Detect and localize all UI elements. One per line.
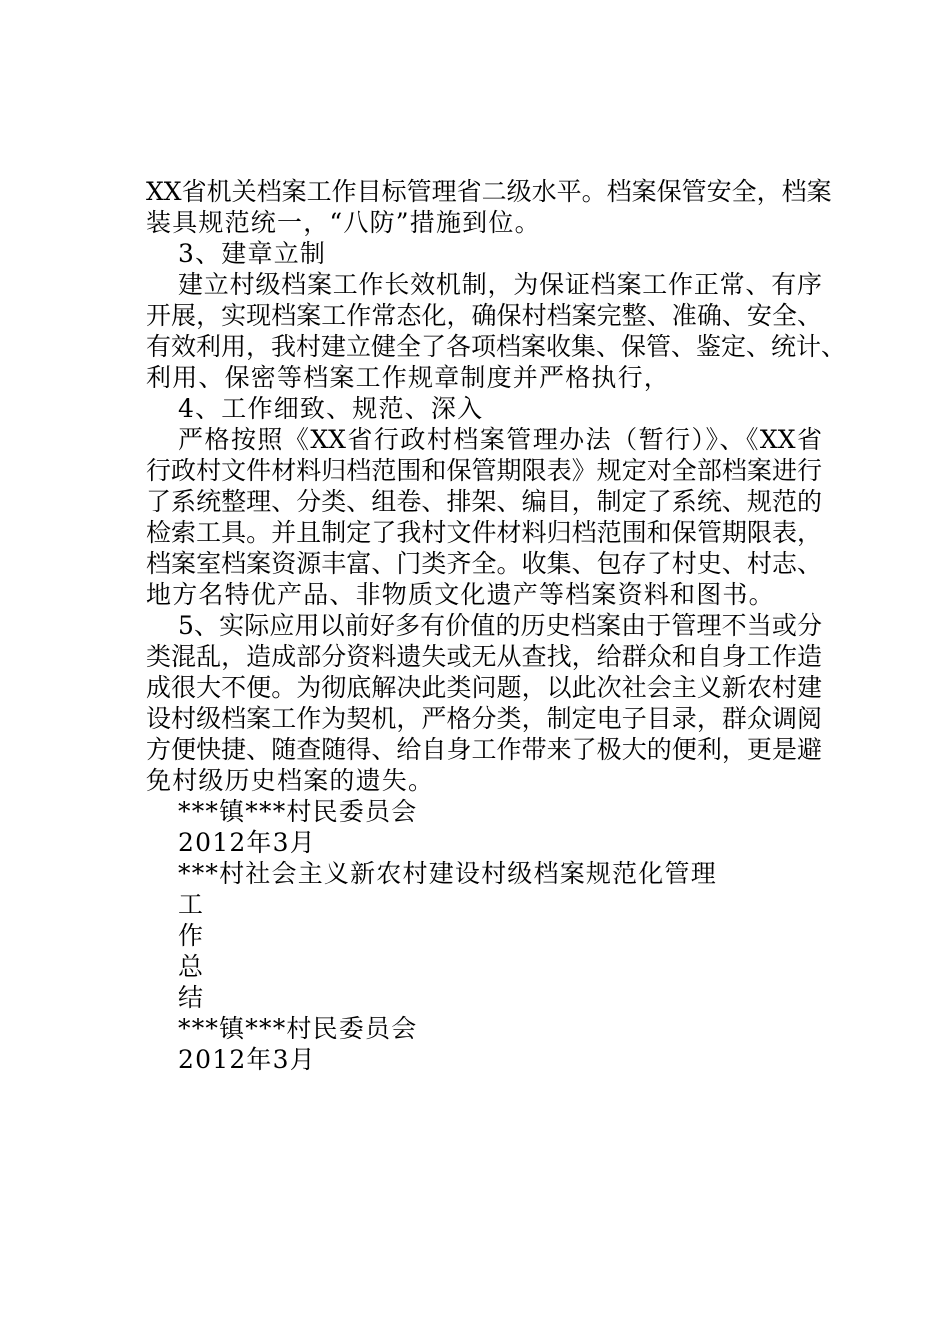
body-line: 检索工具。并且制定了我村文件材料归档范围和保管期限表，: [146, 518, 822, 547]
body-line: 利用、保密等档案工作规章制度并严格执行，: [146, 363, 671, 392]
section-heading: 3、建章立制: [178, 239, 327, 268]
signature-date: 2012年3月: [178, 828, 316, 857]
body-line: 行政村文件材料归档范围和保管期限表》规定对全部档案进行: [146, 456, 822, 485]
body-line: 设村级档案工作为契机，严格分类，制定电子目录，群众调阅: [146, 704, 822, 733]
signature-org: ***镇***村民委员会: [178, 1014, 418, 1043]
body-line: XX省机关档案工作目标管理省二级水平。档案保管安全，档案: [146, 177, 832, 206]
body-line: 开展，实现档案工作常态化，确保村档案完整、准确、安全、: [146, 301, 822, 330]
body-line: 成很大不便。为彻底解决此类问题，以此次社会主义新农村建: [146, 673, 822, 702]
body-line: 了系统整理、分类、组卷、排架、编目，制定了系统、规范的: [146, 487, 822, 516]
section-heading: 5、实际应用以前好多有价值的历史档案由于管理不当或分: [178, 611, 822, 640]
body-line: 档案室档案资源丰富、门类齐全。收集、包存了村史、村志、: [146, 549, 822, 578]
title-line: ***村社会主义新农村建设村级档案规范化管理: [178, 859, 717, 888]
body-line: 有效利用，我村建立健全了各项档案收集、保管、鉴定、统计、: [146, 332, 847, 361]
body-line: 建立村级档案工作长效机制，为保证档案工作正常、有序: [178, 270, 822, 299]
signature-org: ***镇***村民委员会: [178, 797, 418, 826]
title-char: 总: [178, 952, 205, 981]
body-line: 方便快捷、随查随得、给自身工作带来了极大的便利，更是避: [146, 735, 822, 764]
title-char: 作: [178, 921, 205, 950]
body-line: 装具规范统一，“八防”措施到位。: [146, 208, 541, 237]
body-line: 严格按照《XX省行政村档案管理办法（暂行）》、《XX省: [178, 425, 822, 454]
section-heading: 4、工作细致、规范、深入: [178, 394, 484, 423]
body-line: 免村级历史档案的遗失。: [146, 766, 435, 795]
body-line: 地方名特优产品、非物质文化遗产等档案资料和图书。: [146, 580, 775, 609]
body-line: 类混乱，造成部分资料遗失或无从查找，给群众和自身工作造: [146, 642, 822, 671]
signature-date: 2012年3月: [178, 1045, 316, 1074]
title-char: 结: [178, 983, 205, 1012]
title-char: 工: [178, 890, 205, 919]
